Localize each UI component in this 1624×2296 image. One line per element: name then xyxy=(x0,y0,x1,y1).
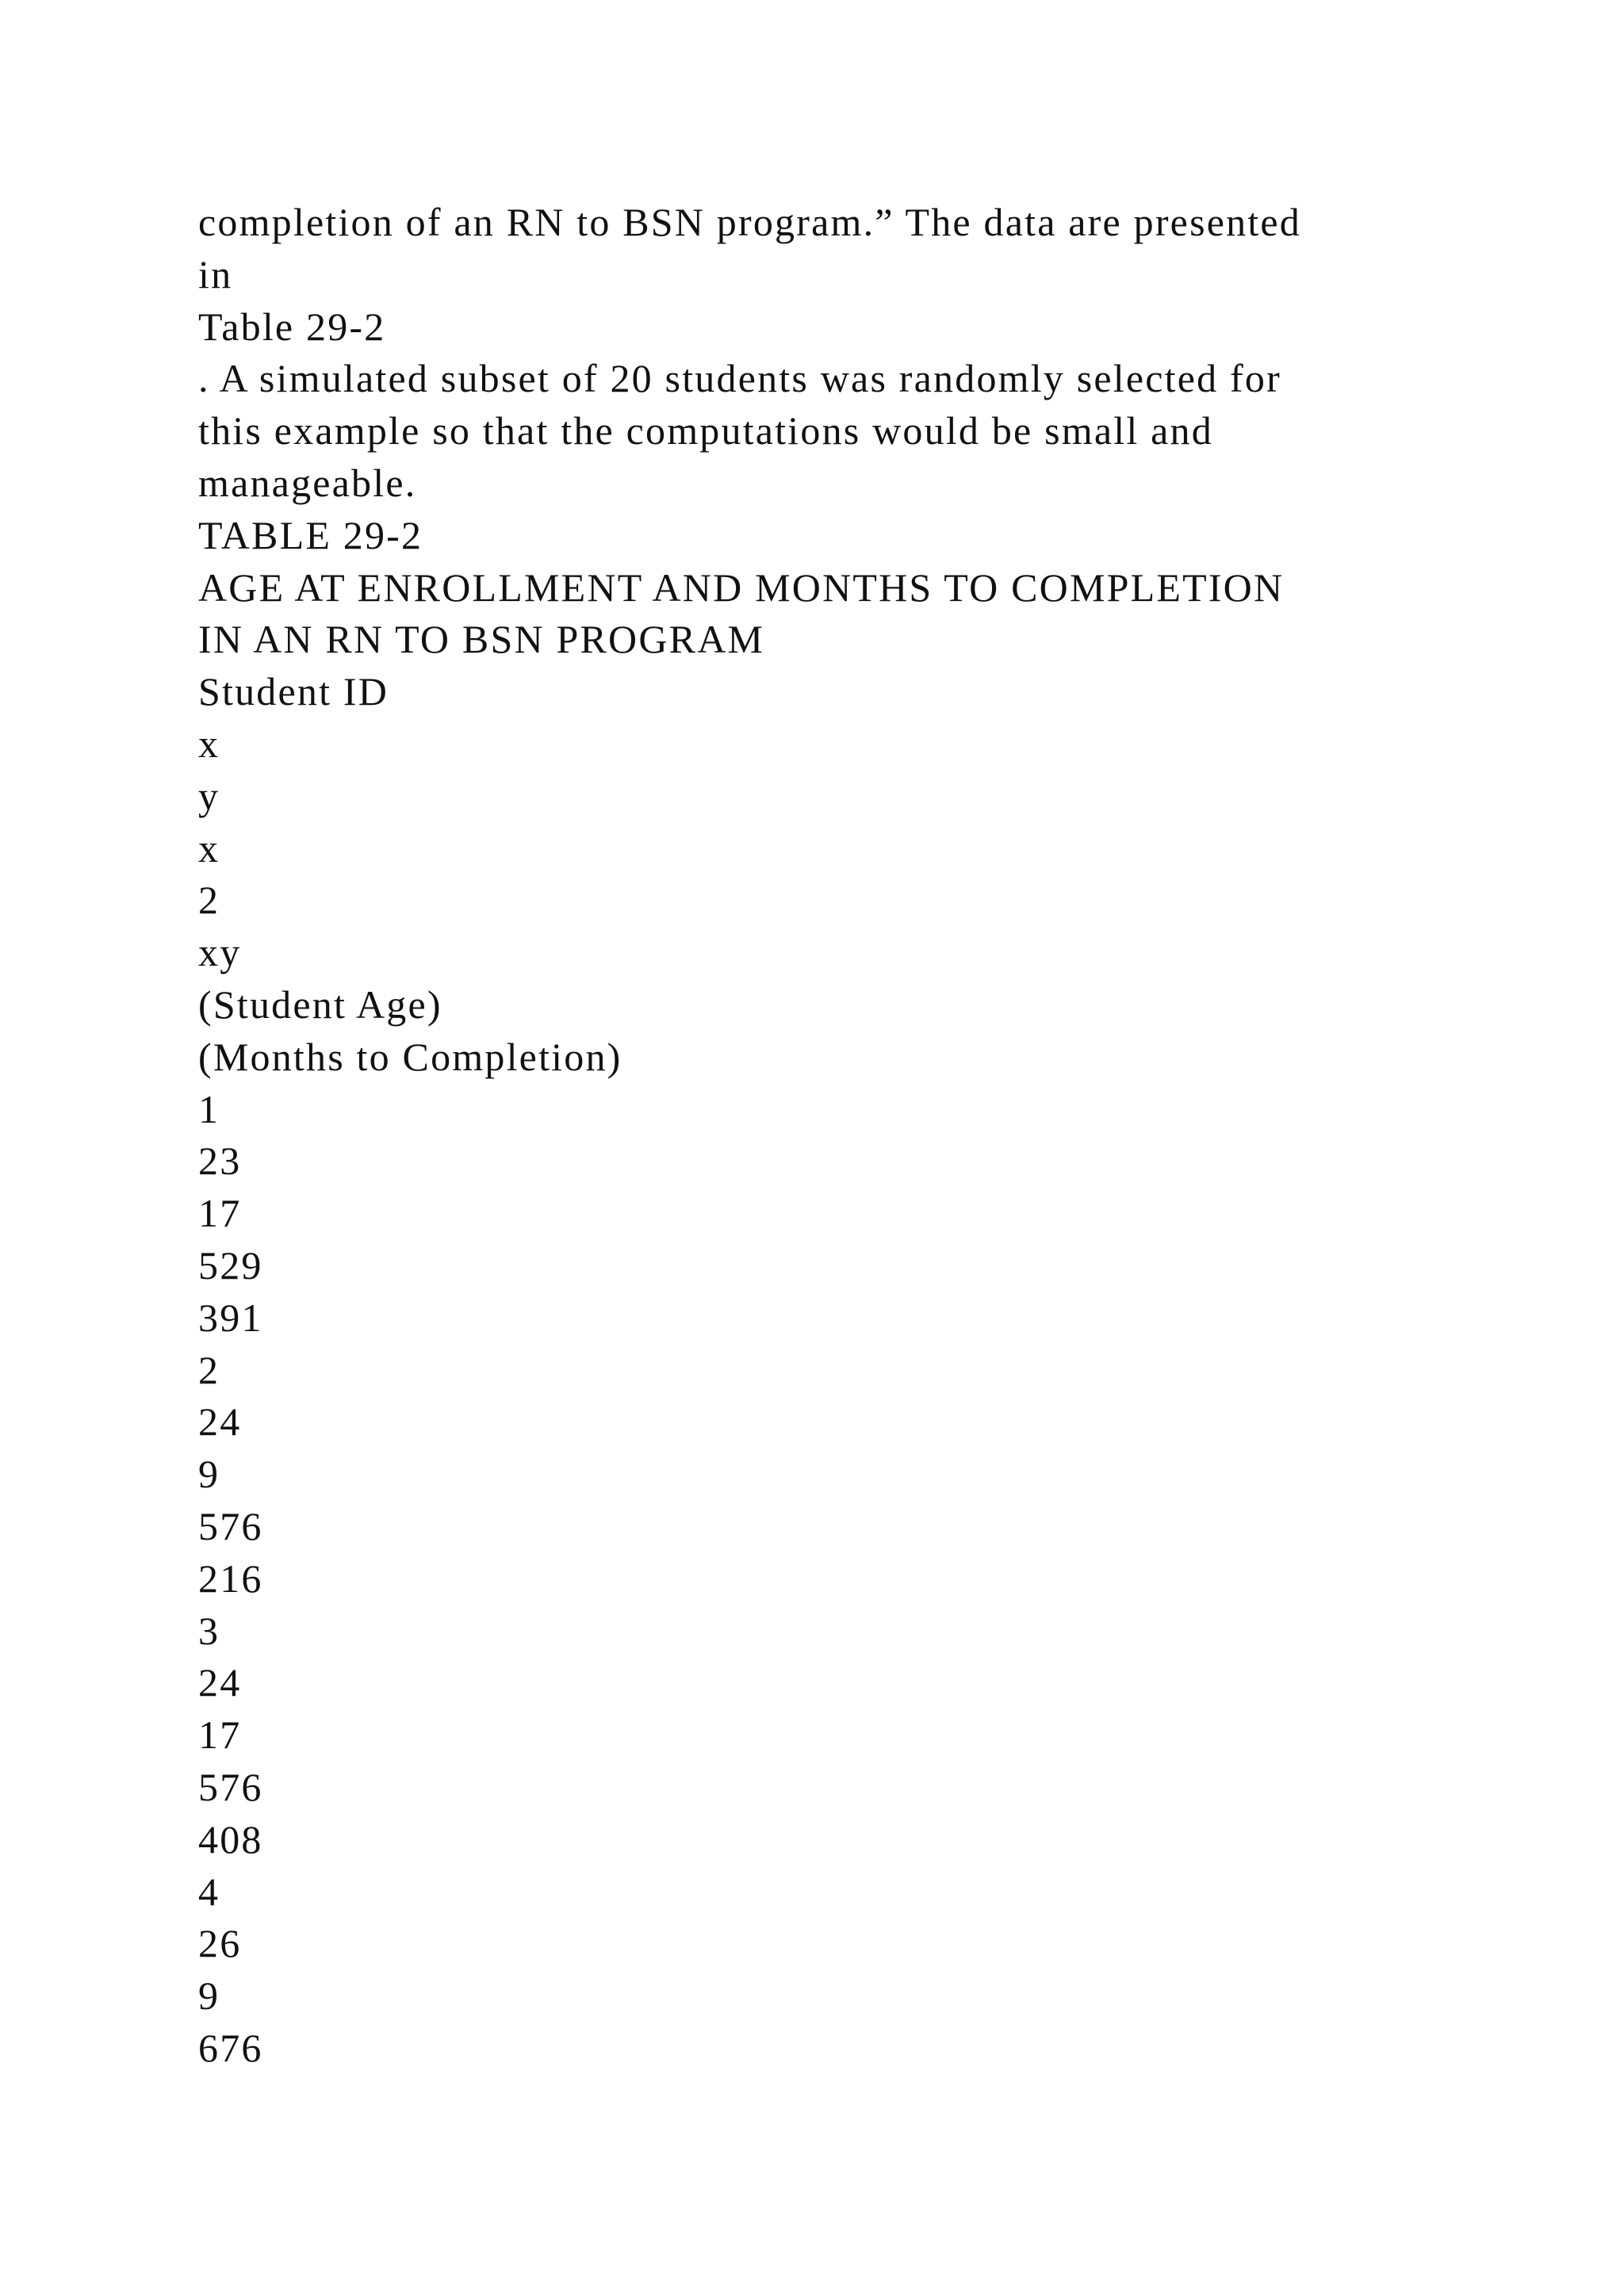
table-cell: 26 xyxy=(198,1921,242,1966)
table-cell: 2 xyxy=(198,1347,220,1392)
text-line: in xyxy=(198,251,233,297)
table-label: TABLE 29-2 xyxy=(198,512,423,557)
text-line: this example so that the computations would be small and xyxy=(198,408,1213,453)
table-cell: 9 xyxy=(198,1973,220,2019)
table-header: x xyxy=(198,721,220,766)
table-cell: 3 xyxy=(198,1608,220,1653)
table-header: Student ID xyxy=(198,669,389,714)
table-cell: 576 xyxy=(198,1764,263,1809)
table-header: 2 xyxy=(198,878,220,923)
table-cell: 676 xyxy=(198,2025,263,2070)
table-header: (Months to Completion) xyxy=(198,1034,622,1079)
table-cell: 4 xyxy=(198,1869,220,1914)
text-line: . A simulated subset of 20 students was randomly selected for xyxy=(198,356,1281,401)
text-line: manageable. xyxy=(198,460,417,505)
table-cell: 391 xyxy=(198,1295,263,1340)
table-header: y xyxy=(198,773,220,818)
table-header: x xyxy=(198,825,220,871)
table-cell: 24 xyxy=(198,1399,242,1445)
document-text xyxy=(198,197,1435,2075)
text-line: Table 29-2 xyxy=(198,304,386,349)
table-title: AGE AT ENROLLMENT AND MONTHS TO COMPLETION xyxy=(198,564,1285,610)
table-cell: 17 xyxy=(198,1191,242,1236)
table-cell: 17 xyxy=(198,1712,242,1758)
table-cell: 23 xyxy=(198,1138,242,1184)
table-cell: 9 xyxy=(198,1452,220,1497)
table-cell: 529 xyxy=(198,1242,263,1288)
table-cell: 216 xyxy=(198,1556,263,1601)
table-header: (Student Age) xyxy=(198,982,442,1027)
text-line: completion of an RN to BSN program.” The data are presented xyxy=(198,200,1302,244)
table-header: xy xyxy=(198,930,242,975)
table-cell: 24 xyxy=(198,1660,242,1705)
table-cell: 576 xyxy=(198,1503,263,1548)
table-title: IN AN RN TO BSN PROGRAM xyxy=(198,617,765,662)
table-cell: 1 xyxy=(198,1086,220,1131)
table-cell: 408 xyxy=(198,1816,263,1862)
